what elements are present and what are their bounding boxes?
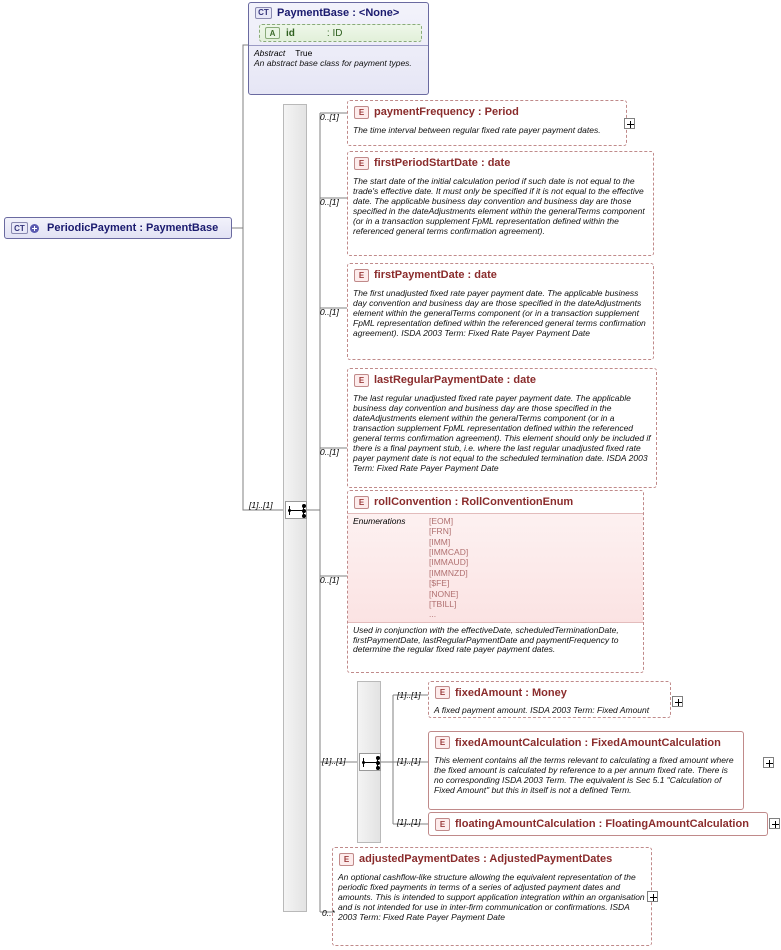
base-type-doc: An abstract base class for payment types. <box>254 58 412 68</box>
enumeration-value: ... <box>429 609 437 620</box>
enumeration-value: [NONE] <box>429 588 459 599</box>
root-node-periodicpayment[interactable] <box>4 217 232 239</box>
element-icon: E <box>435 818 450 831</box>
choice-cardinality: [1]..[1] <box>322 756 346 766</box>
expand-floatingAmountCalculation-icon[interactable] <box>769 818 780 829</box>
element-icon: E <box>354 106 369 119</box>
sequence-cardinality-main: [1]..[1] <box>249 500 273 510</box>
expand-adjustedPaymentDates-icon[interactable] <box>647 891 658 902</box>
complextype-icon: CT <box>255 7 272 19</box>
enumerations-values <box>429 516 468 620</box>
node-fixedAmount[interactable] <box>428 681 671 718</box>
abstract-value: True <box>295 48 313 58</box>
node-doc: The last regular unadjusted fixed rate payer payment date. The applicable business day convention and business day are those specified in the dateAdjustments element within the generalTerms component (or in a transaction supplement FpML representation defined within the referenced general terms confirmation agreement). This element should only be included if there is a final payment stub, i.e. where the last regular unadjusted fixed rate payer payment date is not equal to the scheduled termination date. ISDA 2003 Term: Fixed Rate Payer Payment Date <box>353 393 651 473</box>
root-node-label: PeriodicPayment : PaymentBase <box>47 222 219 234</box>
enumeration-value: [IMMAUD] <box>429 557 469 568</box>
cardinality-firstPeriodStartDate: 0..[1] <box>320 197 339 207</box>
cardinality-lastRegularPaymentDate: 0..[1] <box>320 447 339 457</box>
enumeration-value: [FRN] <box>429 526 452 537</box>
node-doc: Used in conjunction with the effectiveDate, scheduledTerminationDate, firstPaymentDate, lastRegularPaymentDate and paymentFrequency to determine the regular fixed rate payer payment dates. <box>353 624 619 655</box>
node-floatingAmountCalculation[interactable] <box>428 812 768 836</box>
expand-fixedAmountCalculation-icon[interactable] <box>763 757 774 768</box>
node-fixedAmountCalculation[interactable] <box>428 731 744 810</box>
expand-root-icon[interactable] <box>30 224 39 233</box>
attribute-type: : ID <box>326 27 343 39</box>
node-doc: The start date of the initial calculation period if such date is not equal to the trade's effective date. It must only be specified if it is not equal to the effective date. The applicable business day convention and business day are those specified in the dateAdjustments element within the generalTerms component (or in a transaction supplement FpML representation defined within the referenced general terms confirmation agreement). <box>353 176 645 236</box>
sequence-connector-main[interactable] <box>285 501 307 519</box>
cardinality-rollConvention: 0..[1] <box>320 575 339 585</box>
node-firstPaymentDate[interactable] <box>347 263 654 360</box>
attribute-icon: A <box>265 27 280 39</box>
element-icon: E <box>354 374 369 387</box>
node-label: adjustedPaymentDates : AdjustedPaymentDates <box>359 853 613 865</box>
abstract-key: Abstract <box>254 48 286 58</box>
element-icon: E <box>435 736 450 749</box>
attribute-row-id[interactable] <box>259 24 422 42</box>
enumeration-value: [TBILL] <box>429 598 457 609</box>
element-icon: E <box>354 269 369 282</box>
node-label: fixedAmount : Money <box>455 686 567 699</box>
node-adjustedPaymentDates[interactable] <box>332 847 652 946</box>
node-firstPeriodStartDate[interactable] <box>347 151 654 256</box>
cardinality-paymentFrequency: 0..[1] <box>320 112 339 122</box>
cardinality-fixedAmountCalculation: [1]..[1] <box>397 756 421 766</box>
element-icon: E <box>339 853 354 866</box>
choice-connector[interactable] <box>359 753 381 771</box>
expand-paymentFrequency-icon[interactable] <box>624 118 635 129</box>
node-doc: The first unadjusted fixed rate payer payment date. The applicable business day convention and business day are those specified in the dateAdjustments element within the generalTerms component (or in a transaction supplement FpML representation defined within the referenced general terms confirmation agreement). ISDA 2003 Term: Fixed Rate Payer Payment Date <box>353 288 646 338</box>
base-type-paymentbase[interactable] <box>248 2 429 95</box>
node-rollConvention[interactable] <box>347 490 644 673</box>
enumeration-value: [IMMNZD] <box>429 567 468 578</box>
enumeration-value: [$FE] <box>429 578 450 589</box>
node-label: paymentFrequency : Period <box>374 106 519 118</box>
enumerations-block <box>348 513 643 623</box>
node-doc: This element contains all the terms relevant to calculating a fixed amount where the fixed amount is calculated by reference to a per annum fixed rate. There is no corresponding ISDA 2003 Term. The equivalent is Sec 5.1 "Calculation of Fixed Amount" but this in itself is not a defined Term. <box>434 755 734 795</box>
node-doc: The time interval between regular fixed rate payer payment dates. <box>353 125 601 135</box>
element-icon: E <box>435 686 450 699</box>
node-label: fixedAmountCalculation : FixedAmountCalculation <box>455 736 721 749</box>
node-label: floatingAmountCalculation : FloatingAmountCalculation <box>455 818 749 830</box>
cardinality-floatingAmountCalculation: [1]..[1] <box>397 817 421 827</box>
base-type-label: PaymentBase : <None> <box>277 6 400 19</box>
element-icon: E <box>354 496 369 509</box>
enumeration-value: [IMMCAD] <box>429 547 469 558</box>
enumeration-value: [EOM] <box>429 516 454 526</box>
cardinality-firstPaymentDate: 0..[1] <box>320 307 339 317</box>
node-paymentFrequency[interactable] <box>347 100 627 146</box>
node-doc: A fixed payment amount. ISDA 2003 Term: Fixed Amount <box>434 705 650 715</box>
attribute-name: id <box>286 27 295 39</box>
enumeration-value: [IMM] <box>429 536 451 547</box>
node-label: rollConvention : RollConventionEnum <box>374 496 574 508</box>
node-label: lastRegularPaymentDate : date <box>374 374 536 386</box>
complextype-icon: CT <box>11 222 28 234</box>
cardinality-fixedAmount: [1]..[1] <box>397 690 421 700</box>
node-label: firstPeriodStartDate : date <box>374 157 511 169</box>
node-label: firstPaymentDate : date <box>374 269 497 281</box>
enumerations-label: Enumerations <box>353 516 406 526</box>
node-doc: An optional cashflow-like structure allowing the equivalent representation of the periodic fixed payments in terms of a series of adjusted payment dates and amounts. This is intended to support application integration within an organisation and is not intended for use in inter-firm communication or confirmations. ISDA 2003 Term: Fixed Rate Payer Payment Date <box>338 872 645 922</box>
expand-fixedAmount-icon[interactable] <box>672 696 683 707</box>
element-icon: E <box>354 157 369 170</box>
base-type-footer <box>249 45 428 70</box>
cardinality-adjustedPaymentDates: 0..* <box>322 908 335 918</box>
node-lastRegularPaymentDate[interactable] <box>347 368 657 488</box>
